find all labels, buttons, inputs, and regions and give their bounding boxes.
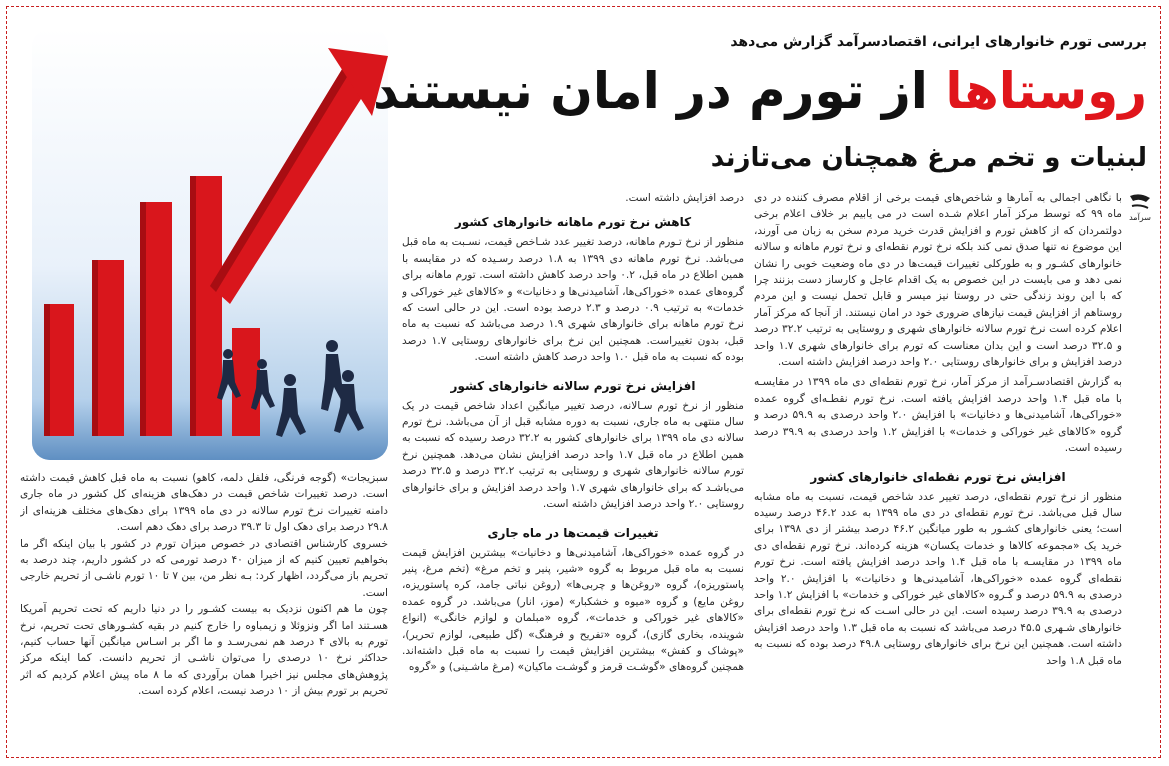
section-heading: تغییرات قیمت‌ها در ماه جاری (487, 525, 659, 540)
paragraph: درصد افزایش داشته است. (625, 192, 744, 204)
paragraph: چون ما هم اکنون نزدیک به بیست کشـور را در دنیا داریم که تحت تحریم آمریکا هسـتند اما اگر ونزوئلا و زیمباوه را خارج کنیم در بقیه کشـورهای تحت تحریم، نرخ تورم به بالای ۴ درصد هم نمی‌رسـد و ما اگر بر اسـاس میانگین آنها حساب کنیم، حداکثر نرخ ۱۰ درصدی را می‌توان ناشـی از تحریم دانست. کما اینکه مرکز پژوهش‌های مجلس نیز اخیرا همان برآوردی که ما ۸ ماه پیش اعلام کردیم که اثر تحریم بر تورم بیش از ۱۰ درصد نیست، اعلام کرده است. (20, 603, 388, 698)
headline (373, 56, 1147, 126)
section-heading: افزایش نرخ تورم سالانه خانوارهای کشور (450, 378, 696, 393)
paragraph: منظور از نرخ تـورم ماهانه، درصد تغییر عدد شـاخص قیمت، نسـبت به ماه قبل می‌باشد. نرخ تورم ماهانه دی ۱۳۹۹ به ۱.۸ درصد رسـیده که در مقایسه با همین اطلاع در ماه قبل، ۰.۲ واحد درصد کاهش داشته است. تورم ماهانه برای گروه‌های عمده «خوراکی‌ها، آشامیدنی‌ها و دخانیات» و «کالاهای غیر خوراکی و خدمات» به ترتیب ۰.۹ درصد و ۲.۳ درصد بوده است. این در حالی است که نرخ تورم ماهانه برای خانوارهای شهری ۱.۹ درصد می‌باشد که نسبت به ماه قبل، بدون تغییراست. همچنین این نرخ برای خانوارهای روستایی ۱.۷ درصد بوده که نسبت به ماه قبل ۱.۰ واحد درصد کاهش داشته است. (402, 236, 744, 364)
article-column-left (20, 470, 388, 750)
paragraph: در گروه عمده «خوراکی‌ها، آشامیدنی‌ها و دخانیات» بیشترین افزایش قیمت نسبت به ماه قبل مربوط به گروه «شیر، پنیر و تخم مرغ» (تخم مرغ، پنیر پاستوریزه)، گروه «روغن‌ها و چربی‌ها» (روغن نباتی جامد، کره پاستوریزه، روغن مایع) و گروه «میوه و خشکبار» (موز، انار) می‌باشد. در گروه عمده «کالاهای غیر خوراکی و خدمات»، گروه «مبلمان و لوازم خانگی» (انواع شوینده، بخاری گازی)، گروه «تفریح و فرهنگ» (گل طبیعی، لوازم تحریر)، «پوشاک و کفش» بیشترین افزایش قیمت را نسبت به ماه قبل داشته‌اند. همچنین گروه‌های «گوشـت قرمز و گوشـت ماکیان» (مرغ ماشـینی) و «گروه (402, 546, 744, 674)
red-bar-chart-illustration-icon (32, 28, 388, 460)
paragraph: سبزیجات» (گوجه فرنگی، فلفل دلمه، کاهو) نسبت به ماه قبل کاهش قیمت داشته است. درصد تغییرات شاخص قیمت در دهک‌های هزینه‌ای کل کشور در ماه جاری دامنه تغییرات نرخ تورم سالانه در دی ماه ۱۳۹۹ برای دهک‌های مختلف هزینه‌ای از ۲۹.۸ درصد برای دهک اول تا ۳۹.۳ درصد برای دهک دهم است. (20, 472, 388, 534)
headline-black: از تورم در امان نیستند (373, 62, 928, 120)
paragraph: خسروی کارشناس اقتصادی در خصوص میزان تورم در کشور با بیان اینکه اگر ما بخواهیم تعیین کنیم که از میزان ۴۰ درصد تورمی که در کشور داریم، چند درصد به تحریم باز می‌گردد، اظهار کرد: بـه نظر من، بین ۷ تا ۱۰ تورم ناشـی از تحریم خارجی است. (20, 537, 388, 599)
paragraph: به گزارش اقتصادسـرآمد از مرکز آمار، نرخ تورم نقطه‌ای دی ماه ۱۳۹۹ در مقایسـه با ماه قبل ۱.۴ واحد درصد افزایش یافته است. نرخ تورم نقطـه‌ای گروه عمده «خوراکی‌ها، آشامیدنی‌ها و دخانیات» با افزایش ۲.۰ واحد درصدی به ۵۹.۹ درصد و گروه «کالاهای غیر خوراکی و خدمات» با افزایش ۱.۲ واحد درصدی به ۳۹.۹ درصد رسیده است. (754, 376, 1122, 455)
logo-text: سرآمد (1129, 213, 1151, 222)
sarамad-logo-icon (1126, 190, 1154, 224)
kicker: بررسی تورم خانوارهای ایرانی، اقتصادسرآمد گزارش می‌دهد (730, 34, 1147, 50)
paragraph: منظور از نرخ تورم سـالانه، درصد تغییر میانگین اعداد شاخص قیمت در یک سال منتهی به ماه جاری، نسبت به دوره مشابه قبل از آن می‌باشد. نرخ تورم سالانه دی ماه ۱۳۹۹ برای خانوارهای کشور به ۳۲.۲ درصد رسیده که نسبت به همین اطلاع در ماه قبل ۱.۷ واحد درصد افزایش نشان می‌دهد. همچنین نرخ تورم سالانه خانوارهای شهری و روستایی به ترتیب ۳۲.۲ درصد و ۳۲.۵ درصد می‌باشـد که برای خانوارهای شهری ۱.۷ واحد درصد افزایش و برای خانوارهای روستایی ۲.۰ واحد درصد افزایش داشته است. (402, 399, 744, 511)
article-column-right (754, 190, 1122, 750)
section-heading: کاهش نرخ تورم ماهانه خانوارهای کشور (454, 215, 692, 230)
paragraph: منظور از نرخ تورم نقطه‌ای، درصد تغییر عدد شاخص قیمت، نسبت به ماه مشابه سال قبل می‌باشد. نرخ تورم نقطه‌ای در دی ماه ۱۳۹۹ به عدد ۴۶.۲ درصد رسیده است؛ یعنی خانوارهای کشـور به طور میانگین ۴۶.۲ درصد بیشتر از دی ۱۳۹۸ برای خرید یک «مجموعه کالاها و خدمات یکسان» هزینه کرده‌اند. نرخ تورم نقطه‌ای دی ماه ۱۳۹۹ در مقایسـه با ماه قبل ۱.۴ واحد درصد افزایش یافته است. نرخ تورم نقطه‌ای گروه عمده «خوراکی‌ها، آشامیدنی‌ها و دخانیات» با افزایش ۲.۰ واحد درصدی به ۵۹.۹ درصد و گـروه «کالاهای غیر خوراکی و خدمات» با افزایش ۱.۲ واحد درصدی به ۳۹.۹ درصد رسیده است. این در حالی اسـت که نرخ تورم نقطه‌ای برای خانوارهای شـهری ۴۵.۵ درصد می‌باشد که نسبت به ماه قبل ۱.۳ واحد درصد افزایش داشته است. همچنین این نرخ برای خانوارهای روستایی ۴۹.۸ درصد بوده که نسبت به ماه قبل ۱.۸ واحد (754, 490, 1122, 667)
chart-illustration (32, 28, 388, 460)
article-column-middle (402, 190, 744, 750)
section-heading: افزایش نرخ تورم نقطه‌ای خانوارهای کشور (810, 469, 1066, 484)
subhead: لبنیات و تخم مرغ همچنان می‌تازند (710, 143, 1147, 173)
headline-red: روستاها (945, 62, 1147, 120)
paragraph: با نگاهی اجمالی به آمارها و شاخص‌های قیمت برخی از اقلام مصرف کننده در دی ماه ۹۹ که توسط مرکز آمار اعلام شـده است در می یابیم بر خلاف اعلام برخی دولتمردان که از کاهش تورم و افزایش قدرت خرید مردم سخن به زبان می آورند، این موضوع نه تنها صدق نمی کند بلکه نرخ تورم نقطه‌ای و نرخ تورم ماهانه و سالانه خانوارهای کشـور و به طورکلی تغییرات قیمت‌ها در دی ماه وضعیت خوبی را نشان نمی دهد و می بایست در این خصوص به یک اقدام عاجل و کارساز دست بزنند چرا که با این روند زندگی حتی در روستا نیز میسر و قابل تحمل نیست و این مردم روستاهم از افزایش قیمت نیازهای ضروری خود در امان نیستند. از آنجا که مرکز آمار اعلام کرده است نرخ تورم سالانه خانوارهای شهری و روستایی به ترتیب ۳۲.۲ درصد و ۳۲.۵ درصد است و این بدان معناست که تورم برای خانوارهای شهری ۱.۷ واحد درصد افزایش و برای خانوارهای روستایی ۲.۰ واحد درصد افزایش داشته است. (754, 192, 1122, 369)
